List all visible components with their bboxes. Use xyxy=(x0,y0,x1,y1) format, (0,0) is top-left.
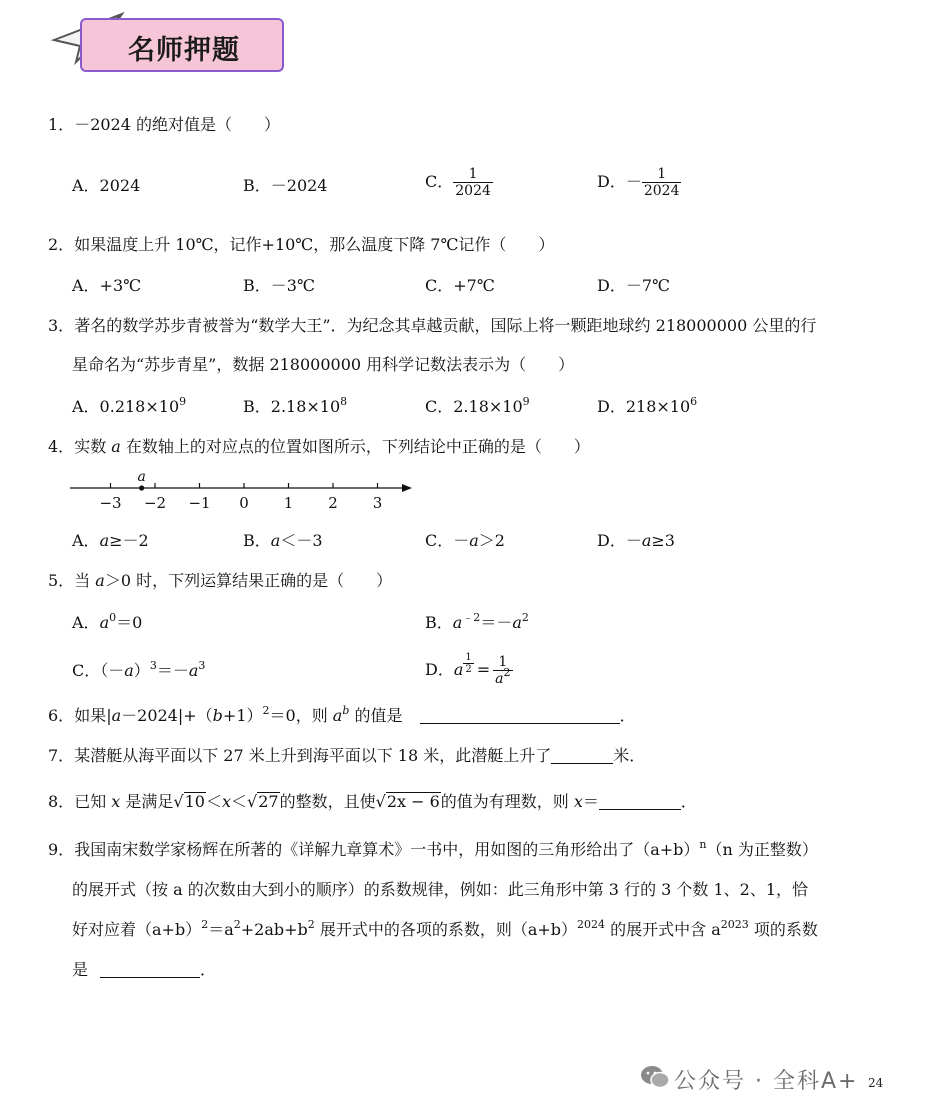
q4-option-a: A．a≥－2 xyxy=(72,531,149,550)
number-line-tick-label: −1 xyxy=(188,494,211,512)
q3-option-a: A．$0.218\times 10^9$ xyxy=(72,395,187,416)
page-number: 24 xyxy=(868,1076,884,1090)
number-line-tick-label: 0 xyxy=(239,494,249,512)
q3-option-d: D．$218\times 10^6$ xyxy=(597,395,698,416)
q4-option-b: B．a＜－3 xyxy=(243,531,323,550)
q3-stem-line1: 3．著名的数学苏步青被誉为“数学大王”．为纪念其卓越贡献，国际上将一颗距地球约 218000000 公里的行 xyxy=(48,316,817,335)
number-line-tick-label: 1 xyxy=(283,494,294,512)
q5-option-a: A．$a^0=0$ xyxy=(72,611,143,632)
q4-option-c: C．－a＞2 xyxy=(425,531,505,550)
number-line-point-label: a xyxy=(137,469,146,485)
q2-option-c: C．+7℃ xyxy=(425,276,495,295)
number-line-tick-label: −2 xyxy=(143,494,167,512)
q4-option-d: D．－a≥3 xyxy=(597,531,675,550)
number-line-point xyxy=(139,485,144,490)
q9-answer-blank[interactable] xyxy=(100,961,200,978)
q1-option-a: A．2024 xyxy=(72,176,141,195)
footer-watermark: 公众号 · 全科A+ xyxy=(674,1069,859,1094)
q1-stem: 1．－2024 的绝对值是（ ） xyxy=(48,115,280,134)
number-line-tick-label: 3 xyxy=(372,494,383,512)
q5-option-d: D． a $\frac{1}{2}$ = $\frac{1}{a^2}$ xyxy=(425,651,511,687)
q3-option-c: C．$2.18\times 10^9$ xyxy=(425,395,530,416)
q9-line4: 是 ． xyxy=(72,960,217,979)
q2-option-b: B．－3℃ xyxy=(243,276,315,295)
q3-stem-line2: 星命名为“苏步青星”，数据 218000000 用科学记数法表示为（ ） xyxy=(72,355,575,374)
number-line-arrow xyxy=(402,484,412,492)
header-title: 名师押题 xyxy=(128,35,240,66)
number-line-figure xyxy=(66,466,418,516)
number-line-tick-label: 2 xyxy=(328,494,338,512)
q1-option-c: C． $\frac{1}{2024}$ xyxy=(425,166,491,199)
q8-stem: 8．已知 x 是满足√10＜x＜√27的整数，且使√2x − 6的值为有理数，则 x＝ ． xyxy=(48,792,697,811)
q2-stem: 2．如果温度上升 10℃，记作+10℃，那么温度下降 7℃记作（ ） xyxy=(48,235,555,254)
q6-stem: 6．如果$|a-2024|+(b+1)^2=0$，则 $a^b$ 的值是 ． xyxy=(48,704,636,725)
q9-line3: 好对应着$(a+b)^2=a^2+2ab+b^2$ 展开式中的各项的系数，则$(a+b)^{2024}$ 的展开式中含 $a^{2023}$ 项的系数 xyxy=(72,918,818,939)
q9-line2: 的展开式（按 a 的次数由大到小的顺序）的系数规律，例如：此三角形中第 3 行的 3 个数 1、2、1，恰 xyxy=(72,880,809,899)
q4-stem: 4．实数 a 在数轴上的对应点的位置如图所示，下列结论中正确的是（ ） xyxy=(48,437,590,456)
q5-option-c: C．$(-a)^3=-a^3$ xyxy=(72,659,206,680)
wechat-icon xyxy=(640,1064,670,1090)
q2-option-d: D．－7℃ xyxy=(597,276,670,295)
q7-stem: 7．某潜艇从海平面以下 27 米上升到海平面以下 18 米，此潜艇上升了 米． xyxy=(48,746,646,765)
q1-option-b: B．－2024 xyxy=(243,176,328,195)
q2-option-a: A．+3℃ xyxy=(72,276,142,295)
q9-line1: 9．我国南宋数学家杨辉在所著的《详解九章算术》一书中，用如图的三角形给出了$(a+b)^n(n$ 为正整数） xyxy=(48,838,818,859)
q8-answer-blank[interactable] xyxy=(599,793,681,810)
q5-option-b: B．$a^{﹣2}=-a^2$ xyxy=(425,611,529,632)
q1-option-d: D．－ $\frac{1}{2024}$ xyxy=(597,166,680,199)
q5-stem: 5．当 a＞0 时，下列运算结果正确的是（ ） xyxy=(48,571,393,590)
q7-answer-blank[interactable] xyxy=(551,747,613,764)
q6-answer-blank[interactable] xyxy=(420,707,620,724)
q3-option-b: B．$2.18\times 10^8$ xyxy=(243,395,348,416)
number-line-tick-label: −3 xyxy=(99,494,122,512)
